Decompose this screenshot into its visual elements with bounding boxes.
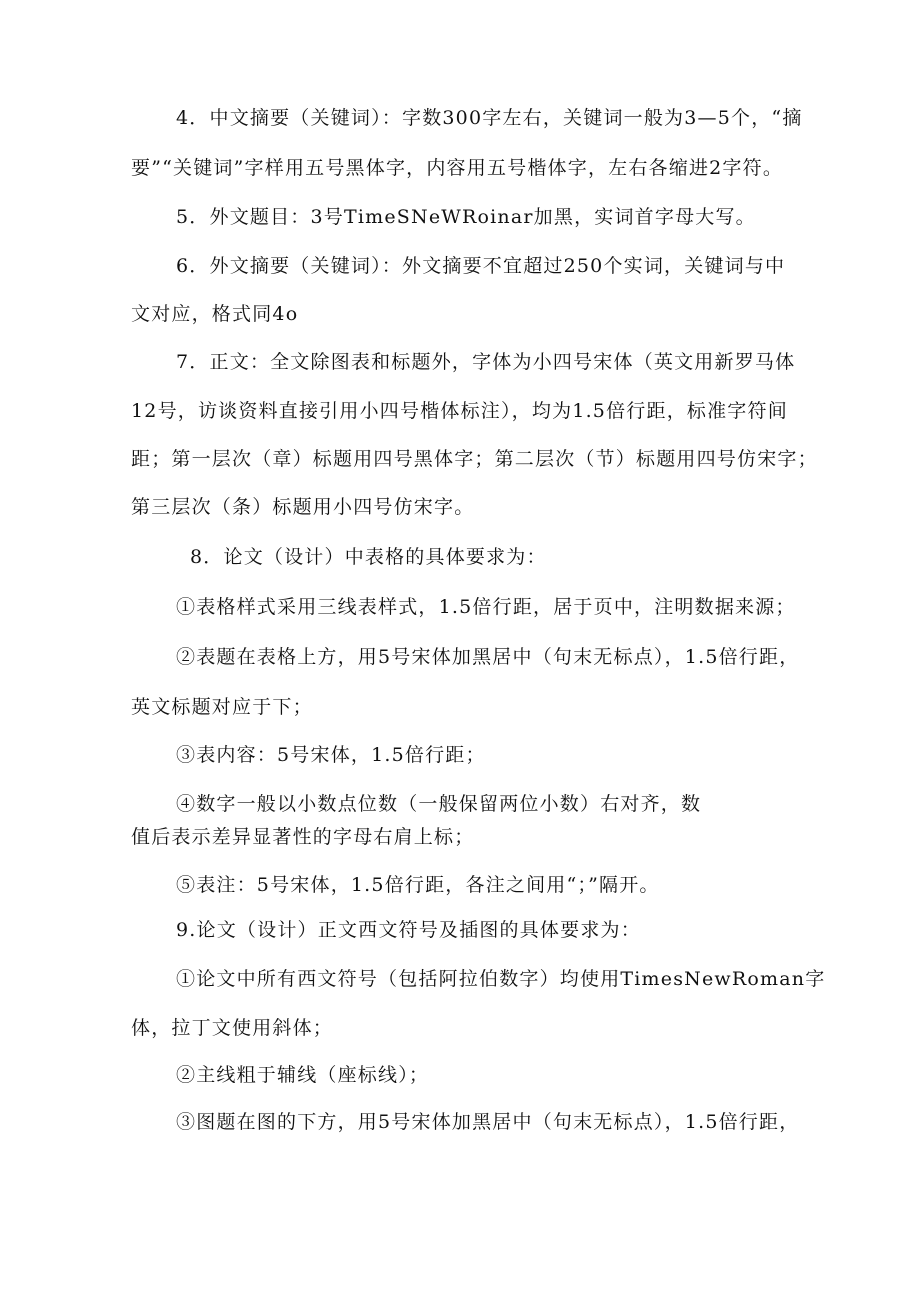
text-line: ②主线粗于辅线（座标线）； — [176, 1064, 430, 1086]
text-line: 体，拉丁文使用斜体； — [131, 1017, 334, 1039]
text-line: ①表格样式采用三线表样式，1.5倍行距，居于页中，注明数据来源； — [176, 596, 796, 618]
text-line: 值后表示差异显著性的字母右肩上标； — [131, 826, 475, 848]
text-line: 距；第一层次（章）标题用四号黑体字；第二层次（节）标题用四号仿宋字； — [131, 448, 818, 470]
text-line: 7．正文：全文除图表和标题外，字体为小四号宋体（英文用新罗马体 — [176, 351, 796, 373]
text-line: 6．外文摘要（关键词）：外文摘要不宜超过250个实词，关键词与中 — [176, 255, 786, 277]
text-line: 8．论文（设计）中表格的具体要求为： — [190, 546, 547, 568]
text-line: ①论文中所有西文符号（包括阿拉伯数字）均使用TimesNewRoman字 — [176, 968, 826, 990]
text-line: 文对应，格式同4o — [131, 303, 299, 325]
text-line: 第三层次（条）标题用小四号仿宋字。 — [131, 496, 475, 518]
text-line: ⑤表注：5号宋体，1.5倍行距，各注之间用“；”隔开。 — [176, 874, 660, 896]
text-line: ③表内容：5号宋体，1.5倍行距； — [176, 744, 486, 766]
text-line: ③图题在图的下方，用5号宋体加黑居中（句末无标点），1.5倍行距， — [176, 1111, 800, 1133]
text-line: ④数字一般以小数点位数（一般保留两位小数）右对齐，数 — [176, 793, 702, 815]
text-line: 12号，访谈资料直接引用小四号楷体标注），均为1.5倍行距，标准字符间 — [131, 400, 788, 422]
text-line: 5．外文题目：3号TimeSNeWRoinar加黑，实词首字母大写。 — [176, 206, 756, 228]
text-line: 要”“关键词”字样用五号黑体字，内容用五号楷体字，左右各缩进2字符。 — [131, 157, 784, 179]
text-line: 英文标题对应于下； — [131, 696, 313, 718]
text-line: 4．中文摘要（关键词）：字数300字左右，关键词一般为3—5个，“摘 — [176, 107, 803, 129]
text-line: ②表题在表格上方，用5号宋体加黑居中（句末无标点），1.5倍行距， — [176, 646, 800, 668]
text-line: 9.论文（设计）正文西文符号及插图的具体要求为： — [176, 919, 641, 941]
